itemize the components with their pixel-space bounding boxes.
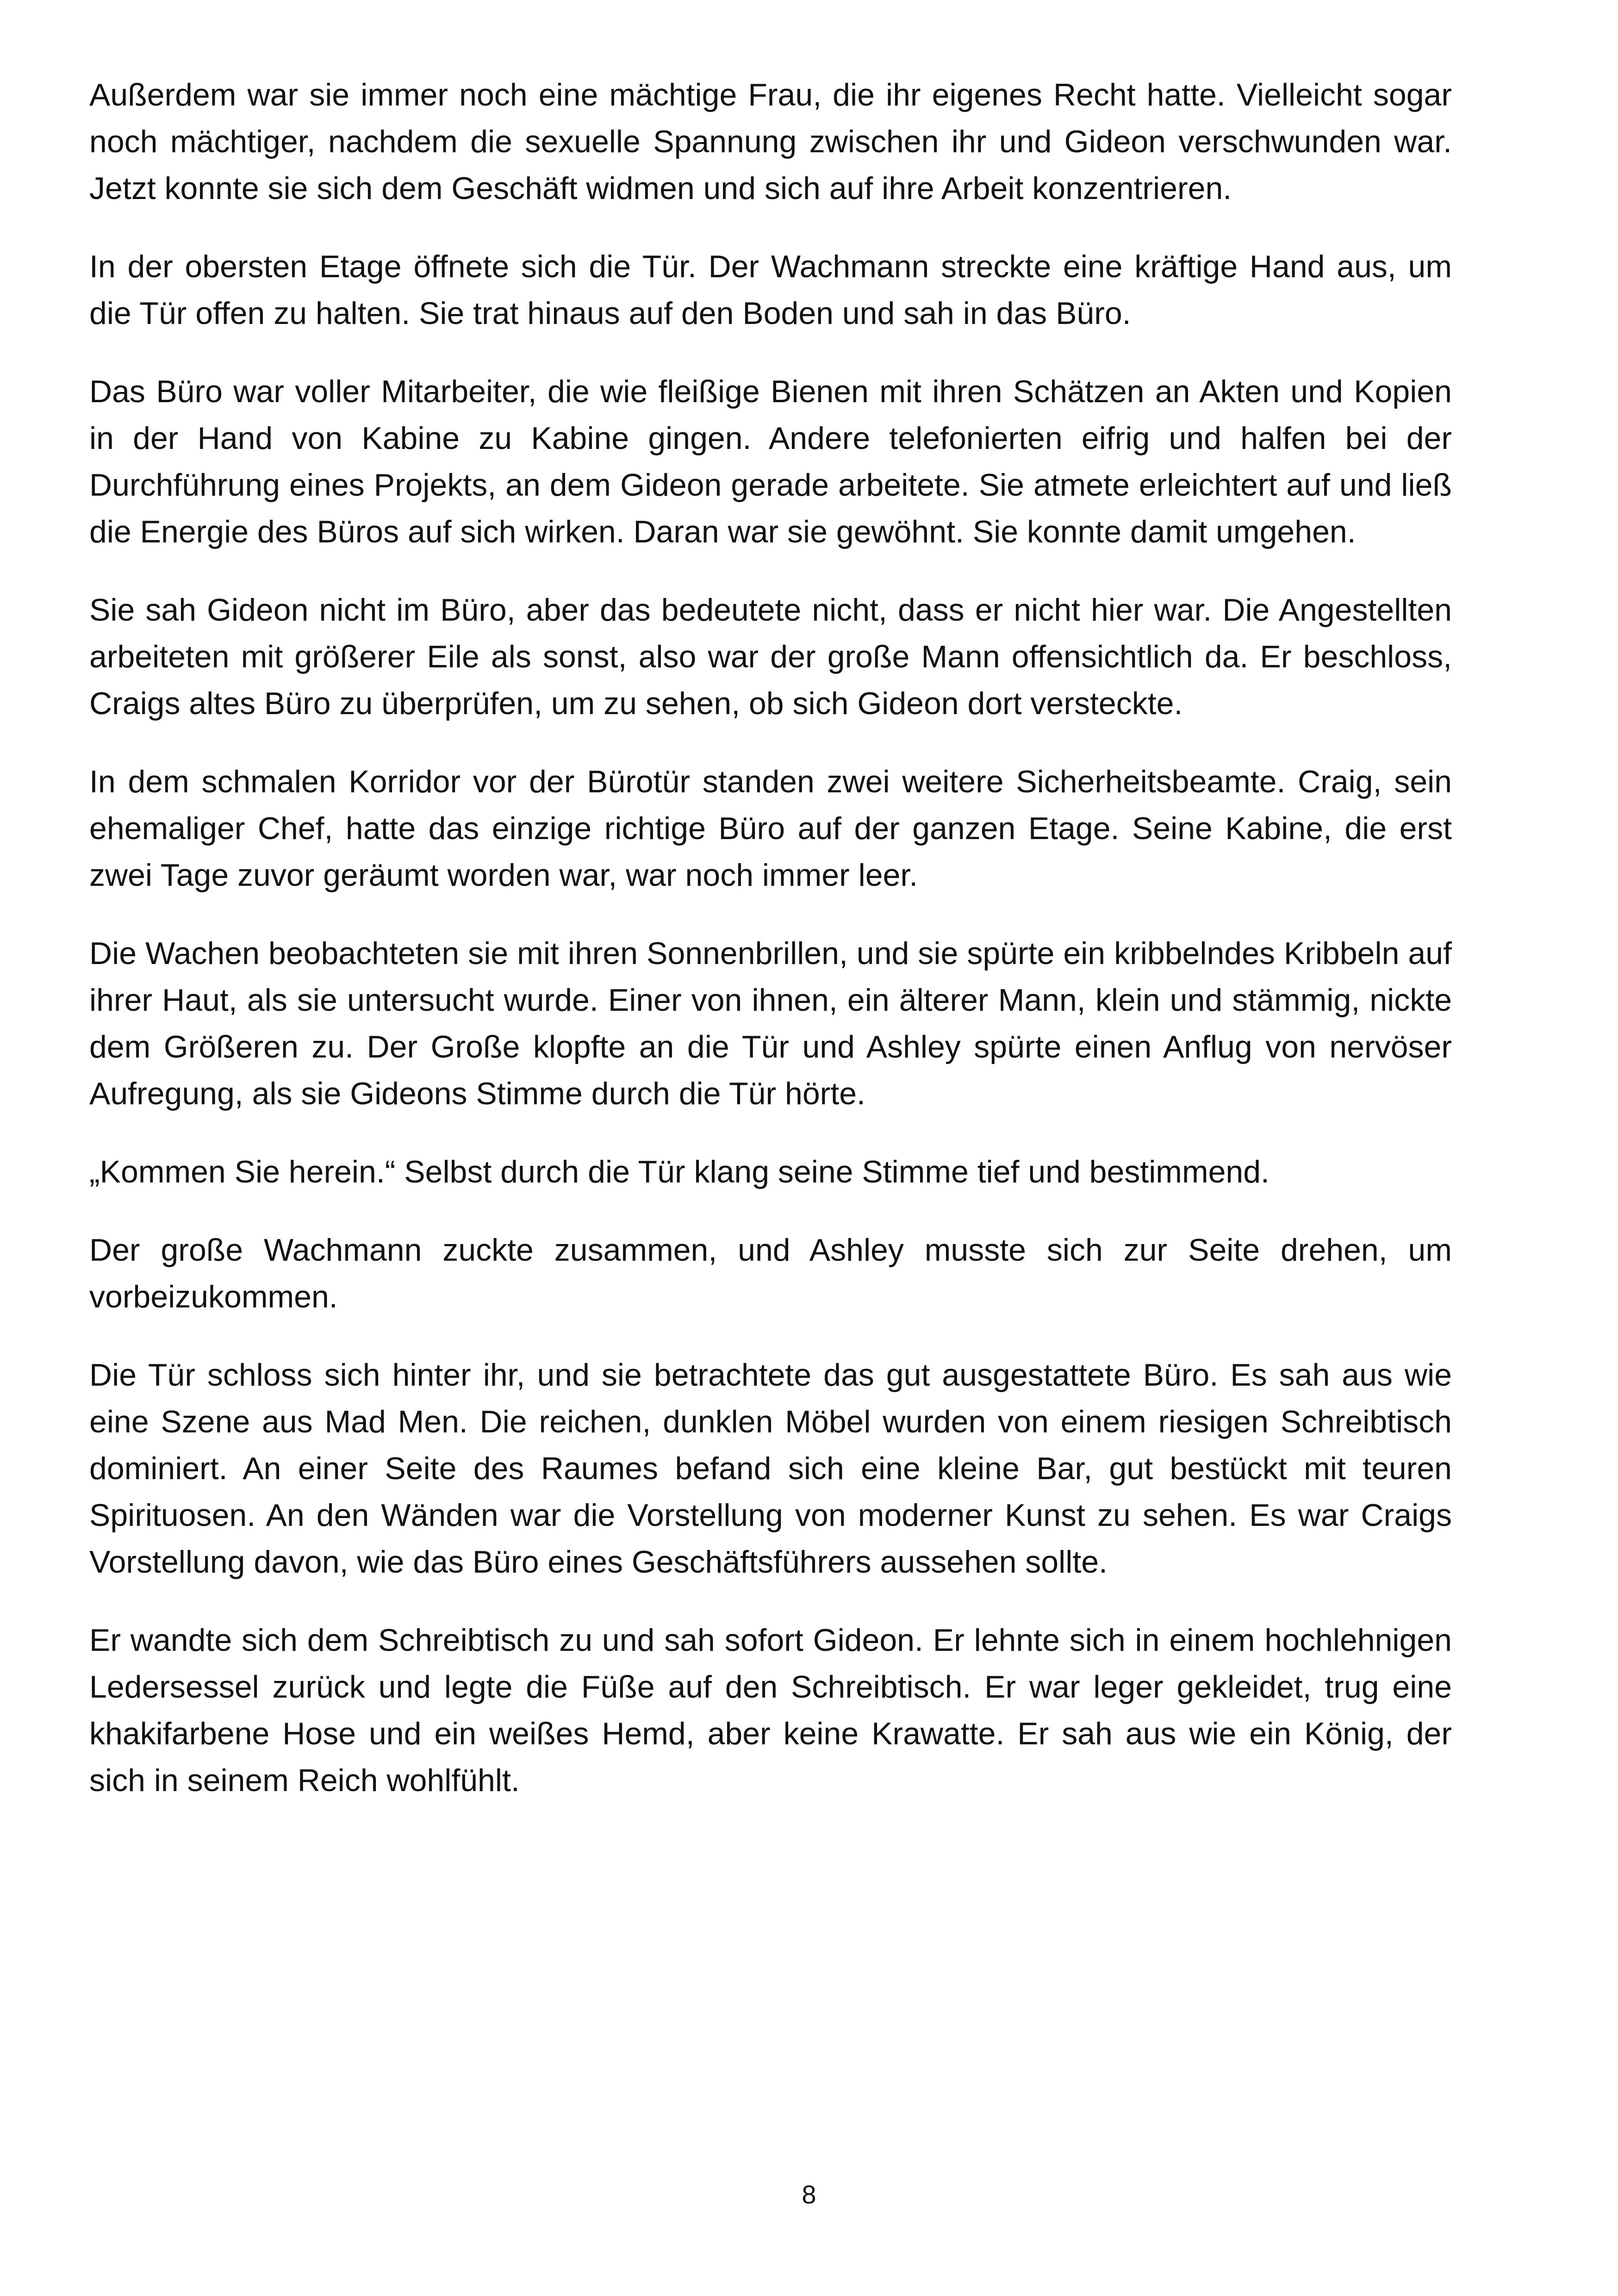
- page-number: 8: [802, 2180, 816, 2209]
- paragraph-3: Das Büro war voller Mitarbeiter, die wie fleißige Bienen mit ihren Schätzen an Akten und Kopien in der Hand von Kabine zu Kabine gingen. Andere telefonierten eifrig und halfen bei der Durchführung eines Projekts, an dem Gideon gerade arbeitete. Sie atmete erleichtert auf und ließ die Energie des Büros auf sich wirken. Daran war sie gewöhnt. Sie konnte damit umgehen.: [89, 374, 1452, 549]
- paragraph-2: In der obersten Etage öffnete sich die Tür. Der Wachmann streckte eine kräftige Hand aus, um die Tür offen zu halten. Sie trat hinaus auf den Boden und sah in das Büro.: [89, 249, 1452, 331]
- paragraph-9: Die Tür schloss sich hinter ihr, und sie betrachtete das gut ausgestattete Büro. Es sah aus wie eine Szene aus Mad Men. Die reichen, dunklen Möbel wurden von einem riesigen Schreibtisch dominiert. An einer Seite des Raumes befand sich eine kleine Bar, gut bestückt mit teuren Spirituosen. An den Wänden war die Vorstellung von moderner Kunst zu sehen. Es war Craigs Vorstellung davon, wie das Büro eines Geschäftsführers aussehen sollte.: [89, 1357, 1452, 1580]
- paragraph-4: Sie sah Gideon nicht im Büro, aber das bedeutete nicht, dass er nicht hier war. Die Angestellten arbeiteten mit größerer Eile als sonst, also war der große Mann offensichtlich da. Er beschloss, Craigs altes Büro zu überprüfen, um zu sehen, ob sich Gideon dort versteckte.: [89, 592, 1452, 721]
- paragraph-6: Die Wachen beobachteten sie mit ihren Sonnenbrillen, und sie spürte ein kribbelndes Kribbeln auf ihrer Haut, als sie untersucht wurde. Einer von ihnen, ein älterer Mann, klein und stämmig, nickte dem Größeren zu. Der Große klopfte an die Tür und Ashley spürte einen Anflug von nervöser Aufregung, als sie Gideons Stimme durch die Tür hörte.: [89, 936, 1452, 1111]
- paragraph-8: Der große Wachmann zuckte zusammen, und Ashley musste sich zur Seite drehen, um vorbeizukommen.: [89, 1232, 1452, 1314]
- paragraph-10: Er wandte sich dem Schreibtisch zu und sah sofort Gideon. Er lehnte sich in einem hochlehnigen Ledersessel zurück und legte die Füße auf den Schreibtisch. Er war leger gekleidet, trug eine khakifarbene Hose und ein weißes Hemd, aber keine Krawatte. Er sah aus wie ein König, der sich in seinem Reich wohlfühlt.: [89, 1623, 1452, 1798]
- paragraph-5: In dem schmalen Korridor vor der Bürotür standen zwei weitere Sicherheitsbeamte. Craig, sein ehemaliger Chef, hatte das einzige richtige Büro auf der ganzen Etage. Seine Kabine, die erst zwei Tage zuvor geräumt worden war, war noch immer leer.: [89, 764, 1452, 893]
- paragraph-1: Außerdem war sie immer noch eine mächtige Frau, die ihr eigenes Recht hatte. Vielleicht sogar noch mächtiger, nachdem die sexuelle Spannung zwischen ihr und Gideon verschwunden war. Jetzt konnte sie sich dem Geschäft widmen und sich auf ihre Arbeit konzentrieren.: [89, 77, 1452, 206]
- paragraph-7: „Kommen Sie herein.“ Selbst durch die Tür klang seine Stimme tief und bestimmend.: [89, 1154, 1270, 1189]
- text-body: [89, 72, 1452, 1836]
